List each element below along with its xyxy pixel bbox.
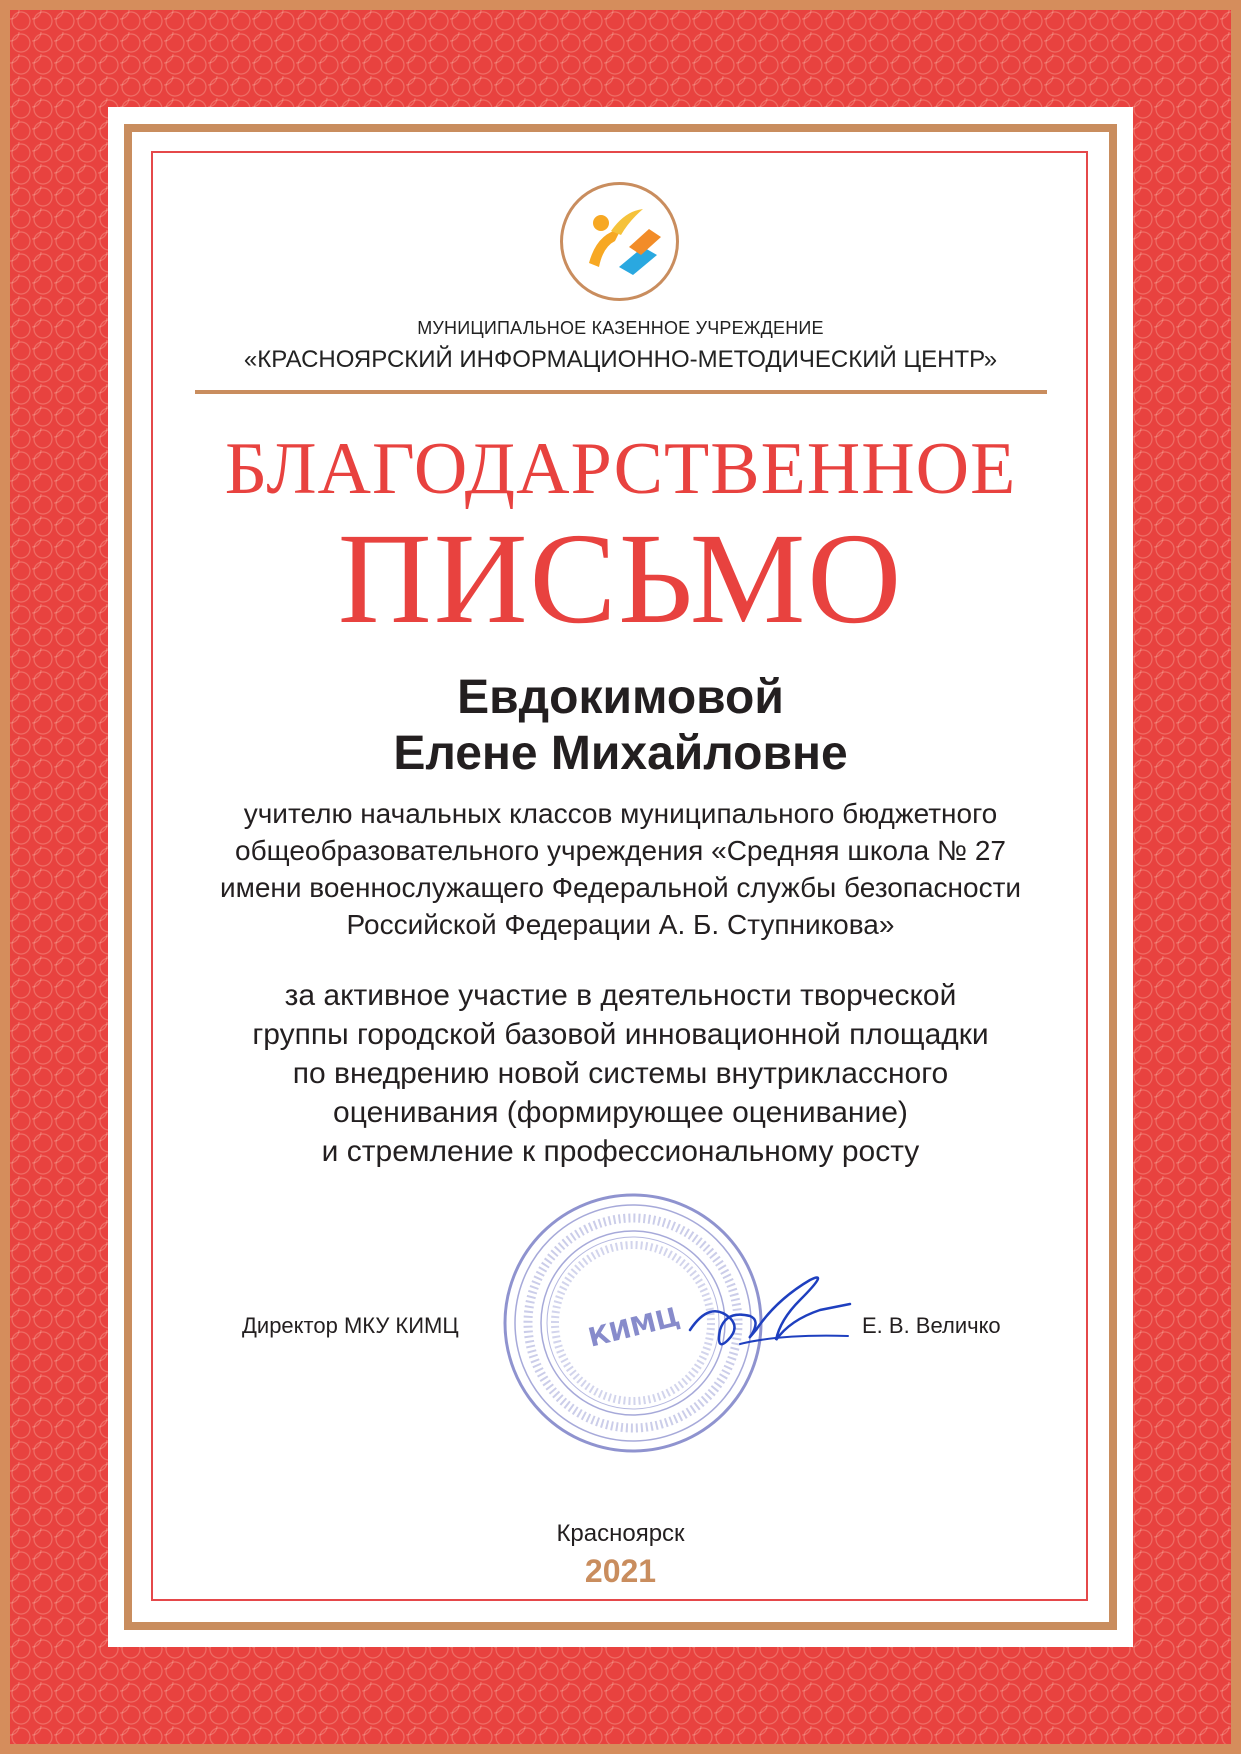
position-line: учителю начальных классов муниципального бюджетного — [243, 798, 998, 829]
reason-line: группы городской базовой инновационной площадки — [252, 1018, 989, 1051]
award-reason — [0, 976, 1241, 1171]
signatory-title: Директор МКУ КИМЦ — [242, 1313, 459, 1338]
reason-line: по внедрению новой системы внутриклассного — [292, 1057, 949, 1090]
org-type: МУНИЦИПАЛЬНОЕ КАЗЕННОЕ УЧРЕЖДЕНИЕ — [417, 318, 824, 338]
stamp-text: КИМЦ — [585, 1302, 683, 1354]
recipient-surname: Евдокимовой — [457, 671, 784, 724]
recipient-name — [0, 670, 1241, 782]
org-name: «КРАСНОЯРСКИЙ ИНФОРМАЦИОННО-МЕТОДИЧЕСКИЙ ЦЕНТР» — [243, 346, 998, 373]
recipient-position — [0, 795, 1241, 943]
recipient-given-names: Елене Михайловне — [393, 727, 848, 780]
city: Красноярск — [556, 1520, 685, 1547]
signatory-name: Е. В. Величко — [862, 1313, 1001, 1338]
year: 2021 — [584, 1553, 657, 1589]
kimc-logo-icon — [559, 181, 680, 302]
position-line: Российской Федерации А. Б. Ступникова» — [346, 909, 895, 940]
position-line: общеобразовательного учреждения «Средняя школа № 27 — [235, 835, 1006, 866]
reason-line: за активное участие в деятельности творческой — [284, 979, 957, 1012]
header-divider — [195, 390, 1047, 394]
position-line: имени военнослужащего Федеральной службы безопасности — [219, 872, 1022, 903]
reason-line: оценивания (формирующее оценивание) — [333, 1096, 908, 1129]
reason-line: и стремление к профессиональному росту — [321, 1135, 920, 1168]
title-line-1: БЛАГОДАРСТВЕННОЕ — [224, 428, 1017, 510]
title-line-2: ПИСЬМО — [337, 507, 904, 651]
handwritten-signature-icon — [680, 1260, 860, 1370]
